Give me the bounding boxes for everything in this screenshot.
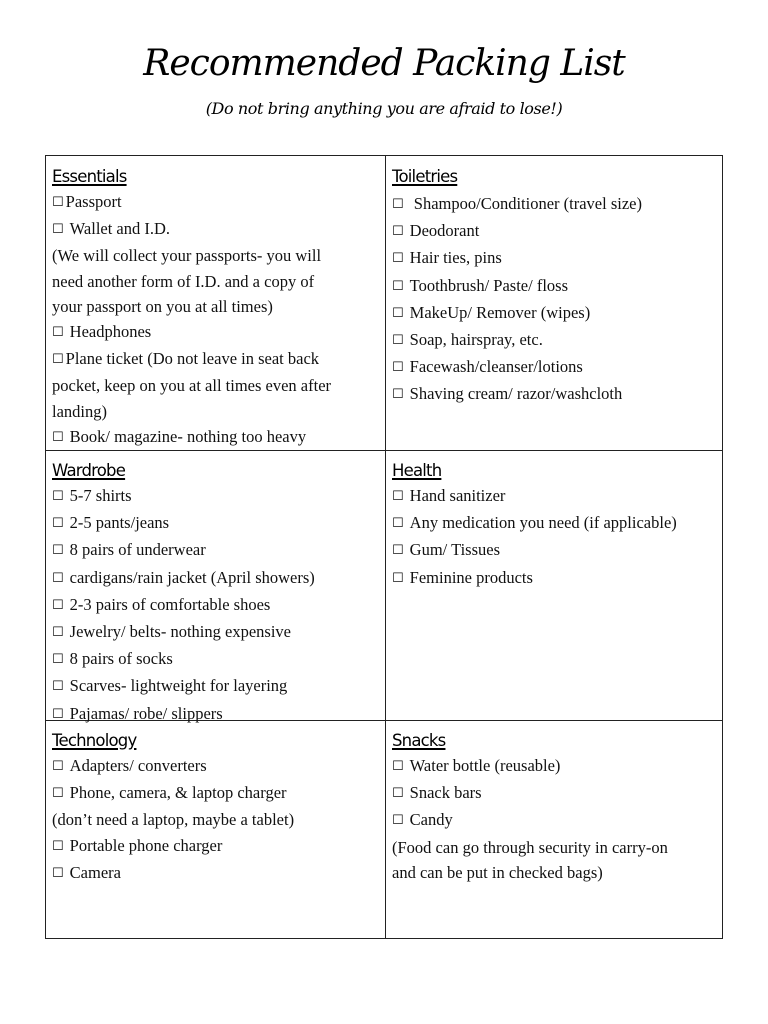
item-text: 5-7 shirts [69,486,132,505]
item-text: Portable phone charger [69,835,223,855]
section-list-technology [52,753,379,887]
section-list-health [392,483,718,592]
item-text: Any medication you need (if applicable) [409,513,677,533]
checklist-item [392,807,718,834]
checklist-item [52,319,379,346]
checklist-item [52,216,379,243]
checkbox-icon: ☐ [52,543,64,559]
checkbox-icon: ☐ [392,251,404,267]
checkbox-icon: ☐ [52,489,64,504]
item-text: your passport on you at all times) [52,296,273,316]
item-text: Gum/ Tissues [409,540,500,560]
checklist-item [392,537,718,564]
item-text: Shaving cream/ razor/washcloth [409,384,623,404]
checkbox-icon: ☐ [52,706,64,722]
section-snacks [386,728,724,885]
checklist-item [52,592,379,619]
item-text: Adapters/ converters [69,756,207,775]
checkbox-icon: ☐ [52,352,64,368]
checkbox-icon: ☐ [52,865,64,881]
page-subtitle: (Do not bring anything you are afraid to lose!) [205,99,563,118]
checkbox-icon: ☐ [392,360,404,376]
item-text: Book/ magazine- nothing too heavy [69,426,307,446]
item-text: Hand sanitizer [409,486,506,505]
checkbox-icon: ☐ [392,197,404,212]
item-text: (Food can go through security in carry-on [392,837,668,857]
checklist-item [52,619,379,646]
checkbox-icon: ☐ [52,838,64,854]
item-text: Snack bars [409,783,482,803]
checkbox-icon: ☐ [392,813,404,829]
item-text: Soap, hairspray, etc. [409,330,543,350]
checkbox-icon: ☐ [52,570,64,586]
checkbox-icon: ☐ [392,278,404,294]
checkbox-icon: ☐ [52,516,64,532]
item-text: Deodorant [409,221,480,241]
item-text: MakeUp/ Remover (wipes) [409,302,591,322]
checklist-item [392,753,718,780]
item-text: Phone, camera, & laptop charger [69,783,287,803]
section-wardrobe [46,458,385,728]
checklist-item [52,780,379,807]
section-list-snacks [392,753,718,885]
checkbox-icon: ☐ [392,759,404,774]
item-text: 2-3 pairs of comfortable shoes [69,594,271,614]
checkbox-icon: ☐ [392,543,404,559]
checklist-item [392,780,718,807]
checklist-item [52,510,379,537]
checkbox-icon: ☐ [52,652,64,668]
checkbox-icon: ☐ [52,222,64,238]
checklist-item [52,189,379,216]
item-text: Toothbrush/ Paste/ floss [409,275,569,295]
checklist-item [52,537,379,564]
item-text: 8 pairs of underwear [69,540,206,560]
section-heading-health: Health [392,461,442,480]
checklist-item [392,218,718,245]
checkbox-icon: ☐ [52,786,64,802]
checklist-item [52,833,379,860]
checkbox-icon: ☐ [52,759,64,774]
checklist-item [392,245,718,272]
checkbox-icon: ☐ [392,786,404,802]
checklist-item [52,860,379,887]
checklist-item [392,354,718,381]
checklist-item [392,381,718,408]
checkbox-icon: ☐ [392,305,404,321]
checkbox-icon: ☐ [52,625,64,641]
item-text: Facewash/cleanser/lotions [409,357,583,377]
item-text: Wallet and I.D. [69,219,171,239]
checklist-item [392,327,718,354]
checklist-item [392,483,718,510]
checklist-item [52,346,379,373]
page-title: Recommended Packing List [143,43,625,84]
checkbox-icon: ☐ [392,516,404,532]
checkbox-icon: ☐ [392,333,404,349]
item-text: Hair ties, pins [409,248,502,268]
item-text: Passport [65,192,122,211]
item-text: Candy [409,810,453,830]
section-heading-snacks: Snacks [392,731,446,750]
checklist-item [52,753,379,780]
checkbox-icon: ☐ [52,429,64,445]
section-technology [46,728,385,887]
section-health [386,458,724,592]
checkbox-icon: ☐ [392,224,404,240]
packing-list-table [45,155,723,939]
note-line [392,860,718,885]
section-heading-technology: Technology [52,731,137,750]
checklist-item [52,701,379,728]
note-line [52,269,379,294]
item-text: Jewelry/ belts- nothing expensive [69,622,291,642]
note-line [52,243,379,268]
note-line [52,373,379,398]
item-text: (don’t need a laptop, maybe a tablet) [52,810,295,830]
checkbox-icon: ☐ [52,597,64,613]
item-text: Shampoo/Conditioner (travel size) [409,194,642,213]
checkbox-icon: ☐ [392,570,404,586]
note-line [52,294,379,319]
checklist-item [392,565,718,592]
checklist-item [52,565,379,592]
item-text: and can be put in checked bags) [392,862,603,882]
checkbox-icon: ☐ [52,325,64,341]
note-line [52,807,379,832]
item-text: 2-5 pants/jeans [69,513,170,533]
checklist-item [392,273,718,300]
section-list-wardrobe [52,483,379,728]
item-text: Water bottle (reusable) [409,756,561,775]
checklist-item [52,424,379,451]
section-toiletries [386,164,724,409]
section-heading-toiletries: Toiletries [392,167,458,186]
note-line [52,399,379,424]
section-essentials [46,164,385,451]
checkbox-icon: ☐ [52,679,64,695]
checklist-item [52,646,379,673]
checklist-item [392,191,718,218]
section-heading-essentials: Essentials [52,167,127,186]
item-text: Pajamas/ robe/ slippers [69,703,223,723]
checklist-item [52,483,379,510]
item-text: landing) [52,401,107,421]
item-text: Headphones [69,322,152,342]
checklist-item [392,300,718,327]
item-text: Camera [69,862,121,882]
item-text: Plane ticket (Do not leave in seat back [65,349,320,369]
item-text: Scarves- lightweight for layering [69,676,288,696]
item-text: 8 pairs of socks [69,649,173,669]
item-text: pocket, keep on you at all times even after [52,376,332,396]
section-list-toiletries [392,191,718,409]
section-heading-wardrobe: Wardrobe [52,461,126,480]
note-line [392,835,718,860]
checkbox-icon: ☐ [392,387,404,403]
checkbox-icon: ☐ [52,195,64,210]
checkbox-icon: ☐ [392,489,404,504]
checklist-item [392,510,718,537]
item-text: need another form of I.D. and a copy of [52,271,315,291]
item-text: (We will collect your passports- you will [52,246,322,266]
section-list-essentials [52,189,379,451]
checklist-item [52,673,379,700]
item-text: Feminine products [409,567,533,587]
item-text: cardigans/rain jacket (April showers) [69,567,315,587]
